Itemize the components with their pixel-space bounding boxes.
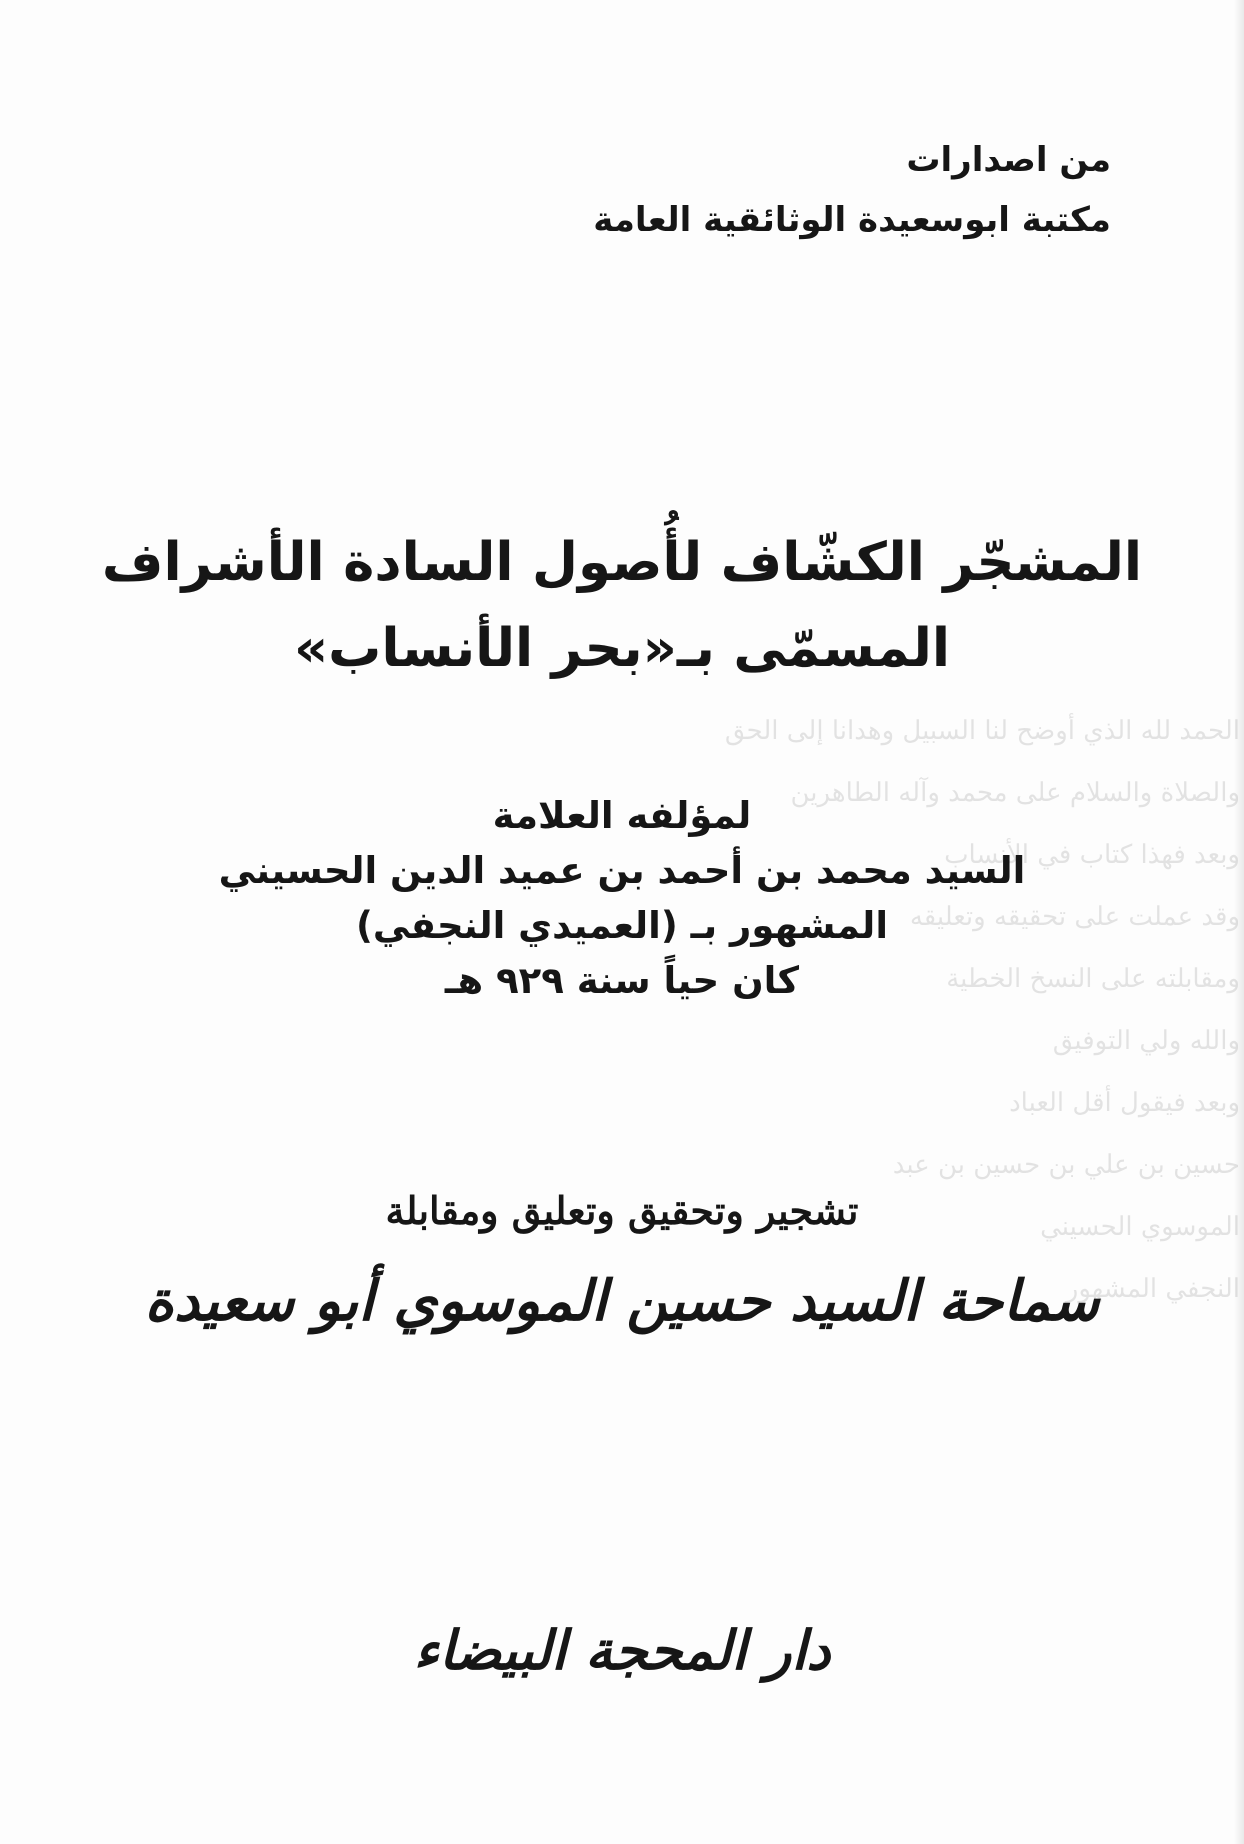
press-name-calligraphy: دار المحجة البيضاء: [413, 1618, 831, 1682]
page-edge-shadow: [1234, 0, 1244, 1844]
publisher-line-2: مكتبة ابوسعيدة الوثائقية العامة: [593, 200, 1111, 240]
book-title: [0, 520, 1244, 692]
title-line-1: المشجّر الكشّاف لأُصول السادة الأشراف: [101, 532, 1143, 593]
publisher-line-1: من اصدارات: [906, 140, 1111, 180]
editor-name-calligraphy: سماحة السيد حسين الموسوي أبو سعيدة: [144, 1268, 1100, 1334]
show-through-text: الحمد لله الذي أوضح لنا السبيل وهدانا إلى الحق والصلاة والسلام على محمد وآله الطاهرين وبعد فهذا كتاب في الأنساب وقد عملت على تحقيقه وتعليقه ومقابلته على النسخ الخطية والله ولي التوفيق وبعد فيقول أقل العباد حسين بن علي بن حسين بن عبد الموسوي الحسيني النجفي المشهور: [724, 716, 1240, 1304]
author-line-3: المشهور بـ (العميدي النجفي): [355, 904, 889, 947]
author-line-2: السيد محمد بن أحمد بن عميد الدين الحسيني: [218, 849, 1026, 892]
author-block: [0, 788, 1244, 1008]
publisher-block: [593, 130, 1111, 250]
editor-role: تشجير وتحقيق وتعليق ومقابلة: [385, 1188, 859, 1233]
title-line-2: المسمّى بـ«بحر الأنساب»: [293, 618, 951, 679]
author-line-1: لمؤلفه العلامة: [492, 794, 752, 837]
author-line-4: كان حياً سنة ٩٢٩ هـ: [444, 959, 800, 1002]
